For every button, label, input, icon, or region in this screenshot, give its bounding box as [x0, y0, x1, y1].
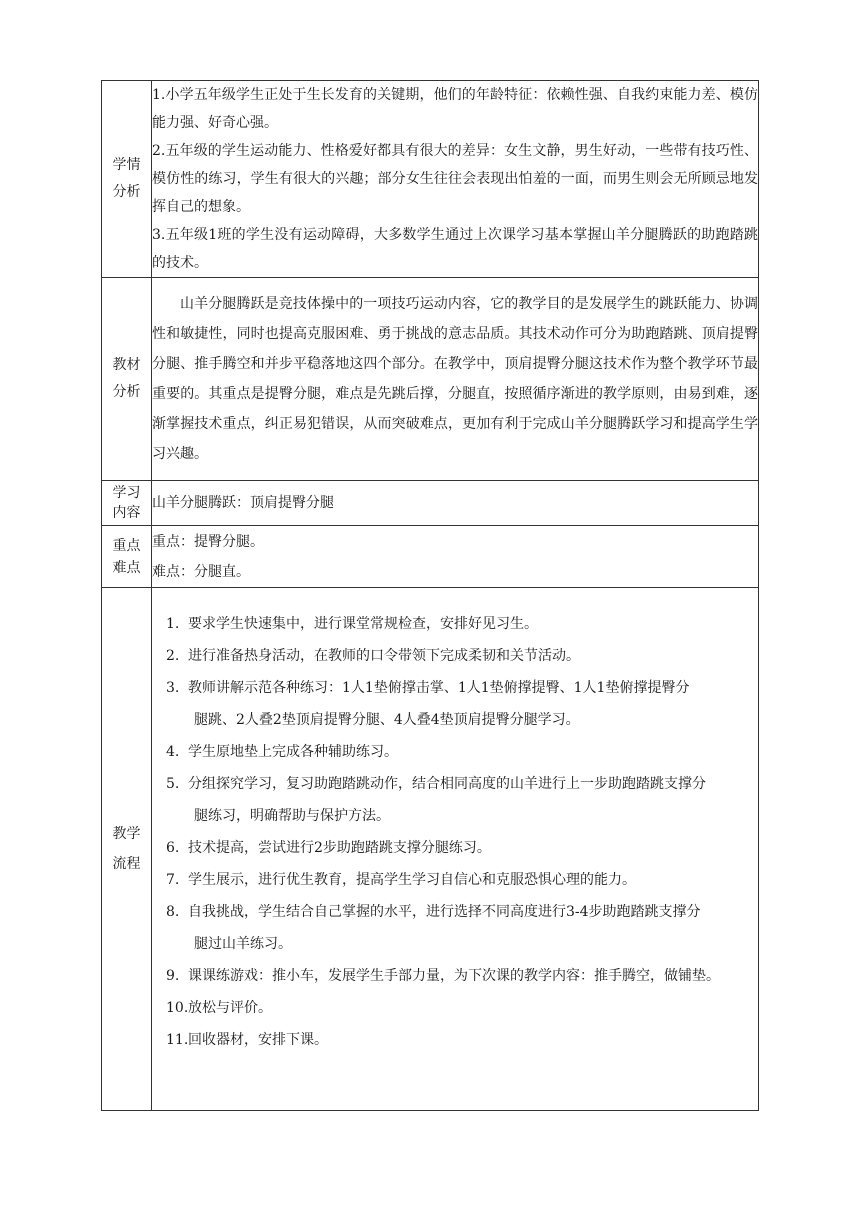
step-text: 回收器材，安排下课。 — [188, 1032, 328, 1048]
step-number: 2. — [166, 648, 180, 664]
process-step — [166, 672, 758, 736]
cell-key-difficult — [152, 526, 759, 588]
step-number: 3. — [166, 680, 180, 696]
process-step — [166, 896, 758, 960]
label-line: 教材 — [112, 357, 141, 373]
step-number: 6. — [166, 840, 180, 856]
process-step — [166, 832, 758, 864]
process-step — [166, 864, 758, 896]
label-line: 流程 — [112, 856, 141, 872]
label-line: 学情 — [112, 157, 141, 173]
step-number: 11. — [166, 1032, 189, 1048]
label-learning-content — [102, 481, 152, 526]
step-text: 课课练游戏：推小车，发展学生手部力量，为下次课的教学内容：推手腾空，做铺垫。 — [188, 968, 720, 984]
analysis-item: 2.五年级的学生运动能力、性格爱好都具有很大的差异：女生文静，男生好动，一些带有技巧性、模仿性的练习，学生有很大的兴趣；部分女生往往会表现出怕羞的一面，而男生则会无所顾忌地发挥自己的想象。 — [152, 143, 758, 215]
step-text: 技术提高，尝试进行2步助跑踏跳支撑分腿练习。 — [188, 840, 491, 856]
analysis-item: 1.小学五年级学生正处于生长发育的关键期，他们的年龄特征：依赖性强、自我约束能力差、模仿能力强、好奇心强。 — [152, 87, 758, 131]
process-step — [166, 608, 758, 640]
process-step — [166, 960, 758, 992]
process-step — [166, 768, 758, 832]
row-student-analysis — [102, 81, 759, 278]
step-number: 8. — [166, 904, 180, 920]
step-number: 5. — [166, 776, 180, 792]
row-teaching-process — [102, 588, 759, 1111]
step-number: 7. — [166, 872, 180, 888]
label-line: 学习 — [112, 485, 141, 501]
label-line: 重点 — [112, 537, 141, 554]
key-point-text: 重点：提臀分腿。 — [152, 533, 264, 550]
analysis-item: 3.五年级1班的学生没有运动障碍，大多数学生通过上次课学习基本掌握山羊分腿腾跃的助跑踏跳的技术。 — [152, 227, 758, 271]
label-line: 分析 — [112, 184, 141, 200]
difficult-point-text: 难点：分腿直。 — [152, 563, 250, 580]
label-material-analysis — [102, 278, 152, 481]
step-continuation: 腿练习，明确帮助与保护方法。 — [194, 808, 390, 824]
cell-student-analysis — [152, 81, 759, 278]
step-text: 教师讲解示范各种练习：1人1垫俯撑击掌、1人1垫俯撑提臀、1人1垫俯撑提臀分 — [188, 680, 690, 696]
step-text: 学生展示，进行优生教育，提高学生学习自信心和克服恐惧心理的能力。 — [188, 872, 636, 888]
row-key-difficult — [102, 526, 759, 588]
process-step — [166, 1024, 758, 1056]
step-number: 9. — [166, 968, 180, 984]
step-continuation: 腿跳、2人叠2垫顶肩提臀分腿、4人叠4垫顶肩提臀分腿学习。 — [194, 712, 580, 728]
step-text: 学生原地垫上完成各种辅助练习。 — [188, 744, 398, 760]
label-line: 内容 — [112, 505, 141, 521]
step-number: 4. — [166, 744, 180, 760]
step-text: 自我挑战，学生结合自己掌握的水平，进行选择不同高度进行3-4步助跑踏跳支撑分 — [188, 904, 701, 920]
label-line: 难点 — [112, 559, 141, 576]
cell-teaching-process — [152, 588, 759, 1111]
step-number: 1. — [166, 616, 180, 632]
row-learning-content — [102, 481, 759, 526]
process-step — [166, 992, 758, 1024]
process-step — [166, 736, 758, 768]
label-line: 分析 — [112, 384, 141, 400]
row-material-analysis — [102, 278, 759, 481]
step-text: 要求学生快速集中，进行课堂常规检查，安排好见习生。 — [188, 616, 538, 632]
step-text: 进行准备热身活动，在教师的口令带领下完成柔韧和关节活动。 — [188, 648, 580, 664]
label-key-difficult — [102, 526, 152, 588]
step-number: 10. — [166, 1000, 189, 1016]
step-continuation: 腿过山羊练习。 — [194, 936, 292, 952]
label-line: 教学 — [112, 826, 141, 842]
label-teaching-process — [102, 588, 152, 1111]
step-text: 分组探究学习，复习助跑踏跳动作，结合相同高度的山羊进行上一步助跑踏跳支撑分 — [188, 776, 706, 792]
cell-learning-content — [152, 481, 759, 526]
cell-material-analysis — [152, 278, 759, 481]
label-student-analysis — [102, 81, 152, 278]
process-steps — [152, 588, 758, 1074]
learning-content-text: 山羊分腿腾跃：顶肩提臀分腿 — [152, 495, 334, 511]
material-text: 山羊分腿腾跃是竞技体操中的一项技巧运动内容，它的教学目的是发展学生的跳跃能力、协调性和敏捷性，同时也提高克服困难、勇于挑战的意志品质。其技术动作可分为助跑踏跳、顶肩提臀分腿、推手腾空和并步平稳落地这四个部分。在教学中，顶肩提臀分腿这技术作为整个教学环节最重要的。其重点是提臀分腿，难点是先跳后撑，分腿直，按照循序渐进的教学原则，由易到难，逐渐掌握技术重点，纠正易犯错误，从而突破难点，更加有利于完成山羊分腿腾跃学习和提高学生学习兴趣。 — [152, 296, 758, 462]
process-step — [166, 640, 758, 672]
step-text: 放松与评价。 — [188, 1000, 272, 1016]
lesson-plan-table — [101, 80, 759, 1111]
